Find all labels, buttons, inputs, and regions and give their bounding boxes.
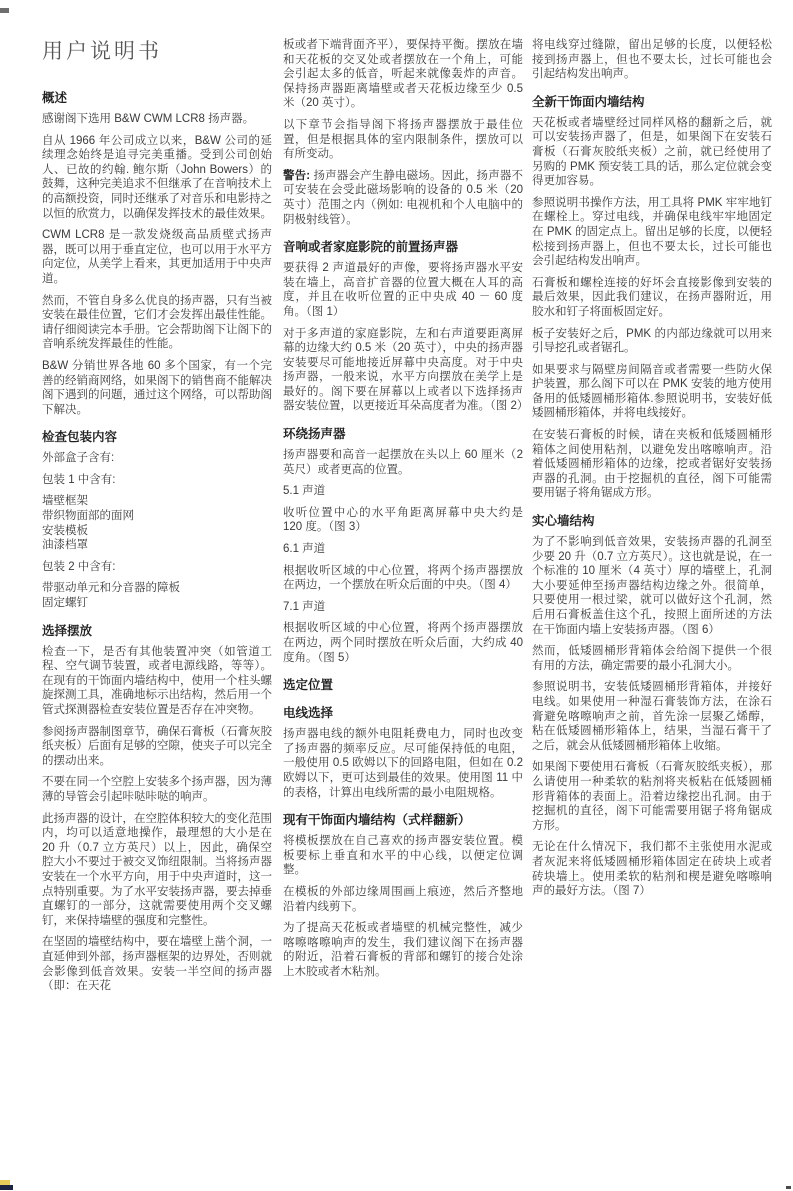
paragraph: 为了提高天花板或者墙壁的机械完整性，减少喀嚓喀嚓响声的发生，我们建议阁下在扬声器的附近，沿着石膏板的背部和螺钉的接合处涂上木胶或者木粘剂。	[283, 922, 523, 978]
paragraph: 为了不影响到低音效果，安装扬声器的孔洞至少要 20 升（0.7 立方英尺）。这也就是说，在一个标准的 10 厘米（4 英寸）厚的墙壁上，孔洞大小要延伸至扬声器结构边缘之外。很简单，只要使用一根过梁，就可以做好这个孔洞，然后用石膏板盖住这个孔，按照上面所述的方法在干饰面内墙上安装扬声器。（图 6）	[532, 536, 772, 636]
list-item: 油漆档罩	[42, 539, 88, 552]
paragraph: 如果要求与隔壁房间隔音或者需要一些防火保护装置，那么阁下可以在 PMK 安装的地方使用备用的低矮圆桶形箱体.参照说明书，安装好低矮圆桶形箱体，并将电线接好。	[532, 363, 772, 420]
list-item: 墙壁框架	[42, 495, 88, 508]
paragraph: CWM LCR8 是一款发烧级高品质壁式扬声器，既可以用于垂直定位，也可以用于水平方向定位，从美学上看来，其更加适用于中央声道。	[42, 229, 272, 285]
paragraph: 不要在同一个空腔上安装多个扬声器，因为薄薄的导管会引起咔哒咔哒的响声。	[42, 776, 272, 803]
paragraph: 根据收听区域的中心位置，将两个扬声器摆放在两边，一个摆放在听众后面的中央。（图 4）	[283, 564, 523, 592]
paragraph: 石膏板和螺栓连接的好坏会直接影像到安装的最后效果，因此我们建议，在扬声器附近，用胶水和钉子将面板固定好。	[532, 276, 772, 318]
paragraph: 根据收听区域的中心位置，将两个扬声器摆放在两边，两个同时摆放在听众后面，大约成 40 度角。（图 5）	[283, 622, 523, 664]
section-heading: 实心墙结构	[532, 514, 595, 529]
paragraph: 板或者下端背面齐平），要保持平衡。摆放在墙和天花板的交叉处或者摆放在一个角上，可能会引起太多的低音，听起来就像轰炸的声音。保持扬声器距离墙壁或者天花板边缘至少 0.5 米（20 英寸）。	[283, 39, 523, 110]
scan-artifact-top-left	[0, 8, 9, 13]
paragraph: 外部盒子含有:	[42, 452, 115, 465]
column-left	[42, 38, 272, 1001]
section-heading: 电线选择	[283, 706, 334, 721]
paragraph: 在模板的外部边缘周围画上痕迹，然后齐整地沿着内线剪下。	[283, 885, 523, 913]
scan-artifact-bottom-right	[786, 1186, 791, 1189]
section-heading: 选定位置	[283, 678, 334, 693]
paragraph: B&W 分销世界各地 60 多个国家，有一个完善的经销商网络，如果阁下的销售商不能解决阁下遇到的问题，通过这个网络，可以帮助阁下解决。	[42, 359, 272, 416]
paragraph: 将模板摆放在自己喜欢的扬声器安装位置。模板要标上垂直和水平的中心线，以便定位调整。	[283, 835, 523, 877]
section-heading: 检查包装内容	[42, 430, 118, 445]
paragraph: 5.1 声道	[283, 485, 326, 498]
paragraph: 在坚固的墙壁结构中，要在墙壁上凿个洞，一直延伸到外部，扬声器框架的边界处，否则就会影像到低音效果。安装一半空间的扬声器（即：在天花	[42, 936, 272, 993]
paragraph: 参阅扬声器制图章节，确保石膏板（石膏灰胶纸夹板）后面有足够的空隙，使夹子可以完全的摆动出来。	[42, 725, 272, 767]
paragraph: 检查一下，是否有其他装置冲突（如管道工程、空气调节装置，或者电源线路，等等）。在现有的干饰面内墙结构中，使用一个柱头螺旋探测工具，准确地标示出结构，然后用一个管式探测器检查安装位置是否存在冲突物。	[42, 645, 272, 716]
paragraph: 扬声器要和高音一起摆放在头以上 60 厘米（2 英尺）或者更高的位置。	[283, 449, 523, 476]
list-item: 带织物面部的面网	[42, 510, 134, 523]
warning-paragraph: 警告: 扬声器会产生静电磁场。因此，扬声器不可安装在会受此磁场影响的设备的 0.5 米（20 英寸）范围之内（例如: 电视机和个人电脑中的阴极射线管）。	[283, 169, 524, 226]
paragraph: 收听位置中心的水平角距离屏幕中央大约是 120 度。（图 3）	[283, 506, 523, 534]
paragraph: 以下章节会指导阁下将扬声器摆放于最佳位置，但是根据具体的室内限制条件，摆放可以有所变动。	[283, 118, 523, 161]
paragraph: 扬声器电线的额外电阻耗费电力，同时也改变了扬声器的频率反应。尽可能保持低的电阻，一般使用 0.5 欧姆以下的回路电阻，但如在 0.2 欧姆以下，更可达到最佳的效果。使用图 11 中的表格，计算出电线所需的最小电阻规格。	[283, 728, 523, 799]
paragraph: 包装 2 中含有:	[42, 560, 116, 573]
page-title: 用户说明书	[42, 40, 162, 63]
column-middle	[283, 38, 529, 1001]
list-item: 安装模板	[42, 524, 88, 537]
paragraph: 参照说明书操作方法，用工具将 PMK 牢牢地钉在螺栓上。穿过电线，并确保电线牢牢地固定在 PMK 的固定点上。留出足够的长度，以便轻松接到扬声器上，但也不要太长，过长可能也会引起结构发出响声。	[532, 196, 772, 268]
section-heading: 音响或者家庭影院的前置扬声器	[283, 240, 459, 255]
section-heading: 概述	[42, 91, 68, 105]
section-heading: 全新干饰面内墙结构	[532, 94, 645, 109]
paragraph: 要获得 2 声道最好的声像，要将扬声器水平安装在墙上，高音扩音器的位置大概在人耳的高度，并且在收听位置的正中央成 40 － 60 度角。（图 1）	[283, 262, 523, 318]
paragraph: 自从 1966 年公司成立以来，B&W 公司的延续理念始终是追寻完美重播。受到公司创始人、已故的约翰. 鲍尔斯（John Bowers）的鼓舞，这种完美追求不但继承了在音响技术上的高额投资，同时还继承了对音乐和电影持之以恒的欣赏力，以确保发挥技术的最佳效果。	[42, 134, 272, 220]
column-left-blocks	[42, 91, 272, 994]
section-heading: 环绕扬声器	[283, 427, 346, 442]
list-item: 固定螺钉	[42, 597, 88, 610]
section-heading: 现有干饰面内墙结构（式样翻新）	[283, 813, 471, 828]
warning-label: 警告:	[283, 169, 314, 182]
column-right-blocks	[532, 38, 772, 899]
section-heading: 选择摆放	[42, 623, 93, 638]
item-list	[42, 494, 272, 552]
scan-artifact-bottom-left-dark	[0, 1185, 13, 1190]
paragraph: 感谢阁下选用 B&W CWM LCR8 扬声器。	[42, 113, 255, 125]
paragraph: 对于多声道的家庭影院，左和右声道要距离屏幕的边缘大约 0.5 米（20 英寸），中央的扬声器安装要尽可能地接近屏幕中央高度。对于中央扬声器，一般来说，水平方向摆放在美学上是最好的。阁下要在屏幕以上或者以下选择扬声器安装位置，以更接近耳朵高度者为准。（图 2）	[283, 327, 529, 413]
paragraph: 天花板或者墙壁经过同样风格的翻新之后，就可以安装扬声器了，但是，如果阁下在安装石膏板（石膏灰胶纸夹板）之前，就已经使用了另购的 PMK 预安装工具的话，那么定位就会变得更加容易。	[532, 116, 772, 188]
paragraph: 然而，不管自身多么优良的扬声器，只有当被安装在最佳位置，它们才会发挥出最佳性能。请仔细阅读完本手册。它会帮助阁下让阁下的音响系统发挥最佳的性能。	[42, 294, 272, 351]
paragraph: 7.1 声道	[283, 600, 326, 613]
paragraph: 参照说明书，安装低矮圆桶形背箱体，并接好电线。如果使用一种湿石膏装饰方法，在涂石膏避免喀嚓响声之前，首先涂一层聚乙烯醇，粘在低矮圆桶形箱体上，结果，当湿石膏干了之后，就会从低矮圆桶形箱体上收缩。	[532, 681, 772, 752]
column-middle-blocks	[283, 38, 529, 980]
paragraph: 6.1 声道	[283, 543, 326, 556]
paragraph: 此扬声器的设计，在空腔体积较大的变化范围内，均可以适意地操作，最理想的大小是在 20 升（0.7 立方英尺）以上，因此，确保空腔大小不要过于被交叉饰纽限制。当将扬声器安装在一个水平方向，用于中央声道时，这一点特别重要。为了水平安装扬声器，要去掉垂直螺钉的一部分，这就需要使用两个交叉螺钉，来保持墙壁的强度和完整性。	[42, 812, 272, 927]
paragraph: 然而，低矮圆桶形背箱体会给阁下提供一个很有用的方法，确定需要的最小孔洞大小。	[532, 645, 772, 672]
list-item: 带驱动单元和分音器的障板	[42, 582, 180, 595]
paragraph: 板子安装好之后，PMK 的内部边缘就可以用来引导挖孔或者锯孔。	[532, 327, 772, 355]
paragraph: 将电线穿过缝隙，留出足够的长度，以便轻松接到扬声器上，但也不要太长，过长可能也会引起结构发出响声。	[532, 39, 772, 81]
item-list	[42, 581, 272, 610]
column-right	[532, 38, 772, 1001]
paragraph: 在安装石膏板的时候，请在夹板和低矮圆桶形箱体之间使用粘剂，以避免发出喀嚓响声。沿着低矮圆桶形箱体的边缘，挖或者锯好安装扬声器的孔洞。由于挖掘机的直径，阁下可能需要用锯子将角锯成方形。	[532, 429, 772, 500]
paragraph: 无论在什么情况下，我们都不主张使用水泥或者灰泥来将低矮圆桶形箱体固定在砖块上或者砖块墙上。使用柔软的粘剂和楔是避免喀嚓响声的最好方法。（图 7）	[532, 841, 772, 898]
paragraph: 如果阁下要使用石膏板（石膏灰胶纸夹板），那么请使用一种柔软的粘剂将夹板粘在低矮圆桶形背箱体的表面上。沿着边缘挖出孔洞。由于挖掘机的直径，阁下可能需要用锯子将角锯成方形。	[532, 761, 772, 832]
paragraph: 包装 1 中含有:	[42, 473, 116, 486]
